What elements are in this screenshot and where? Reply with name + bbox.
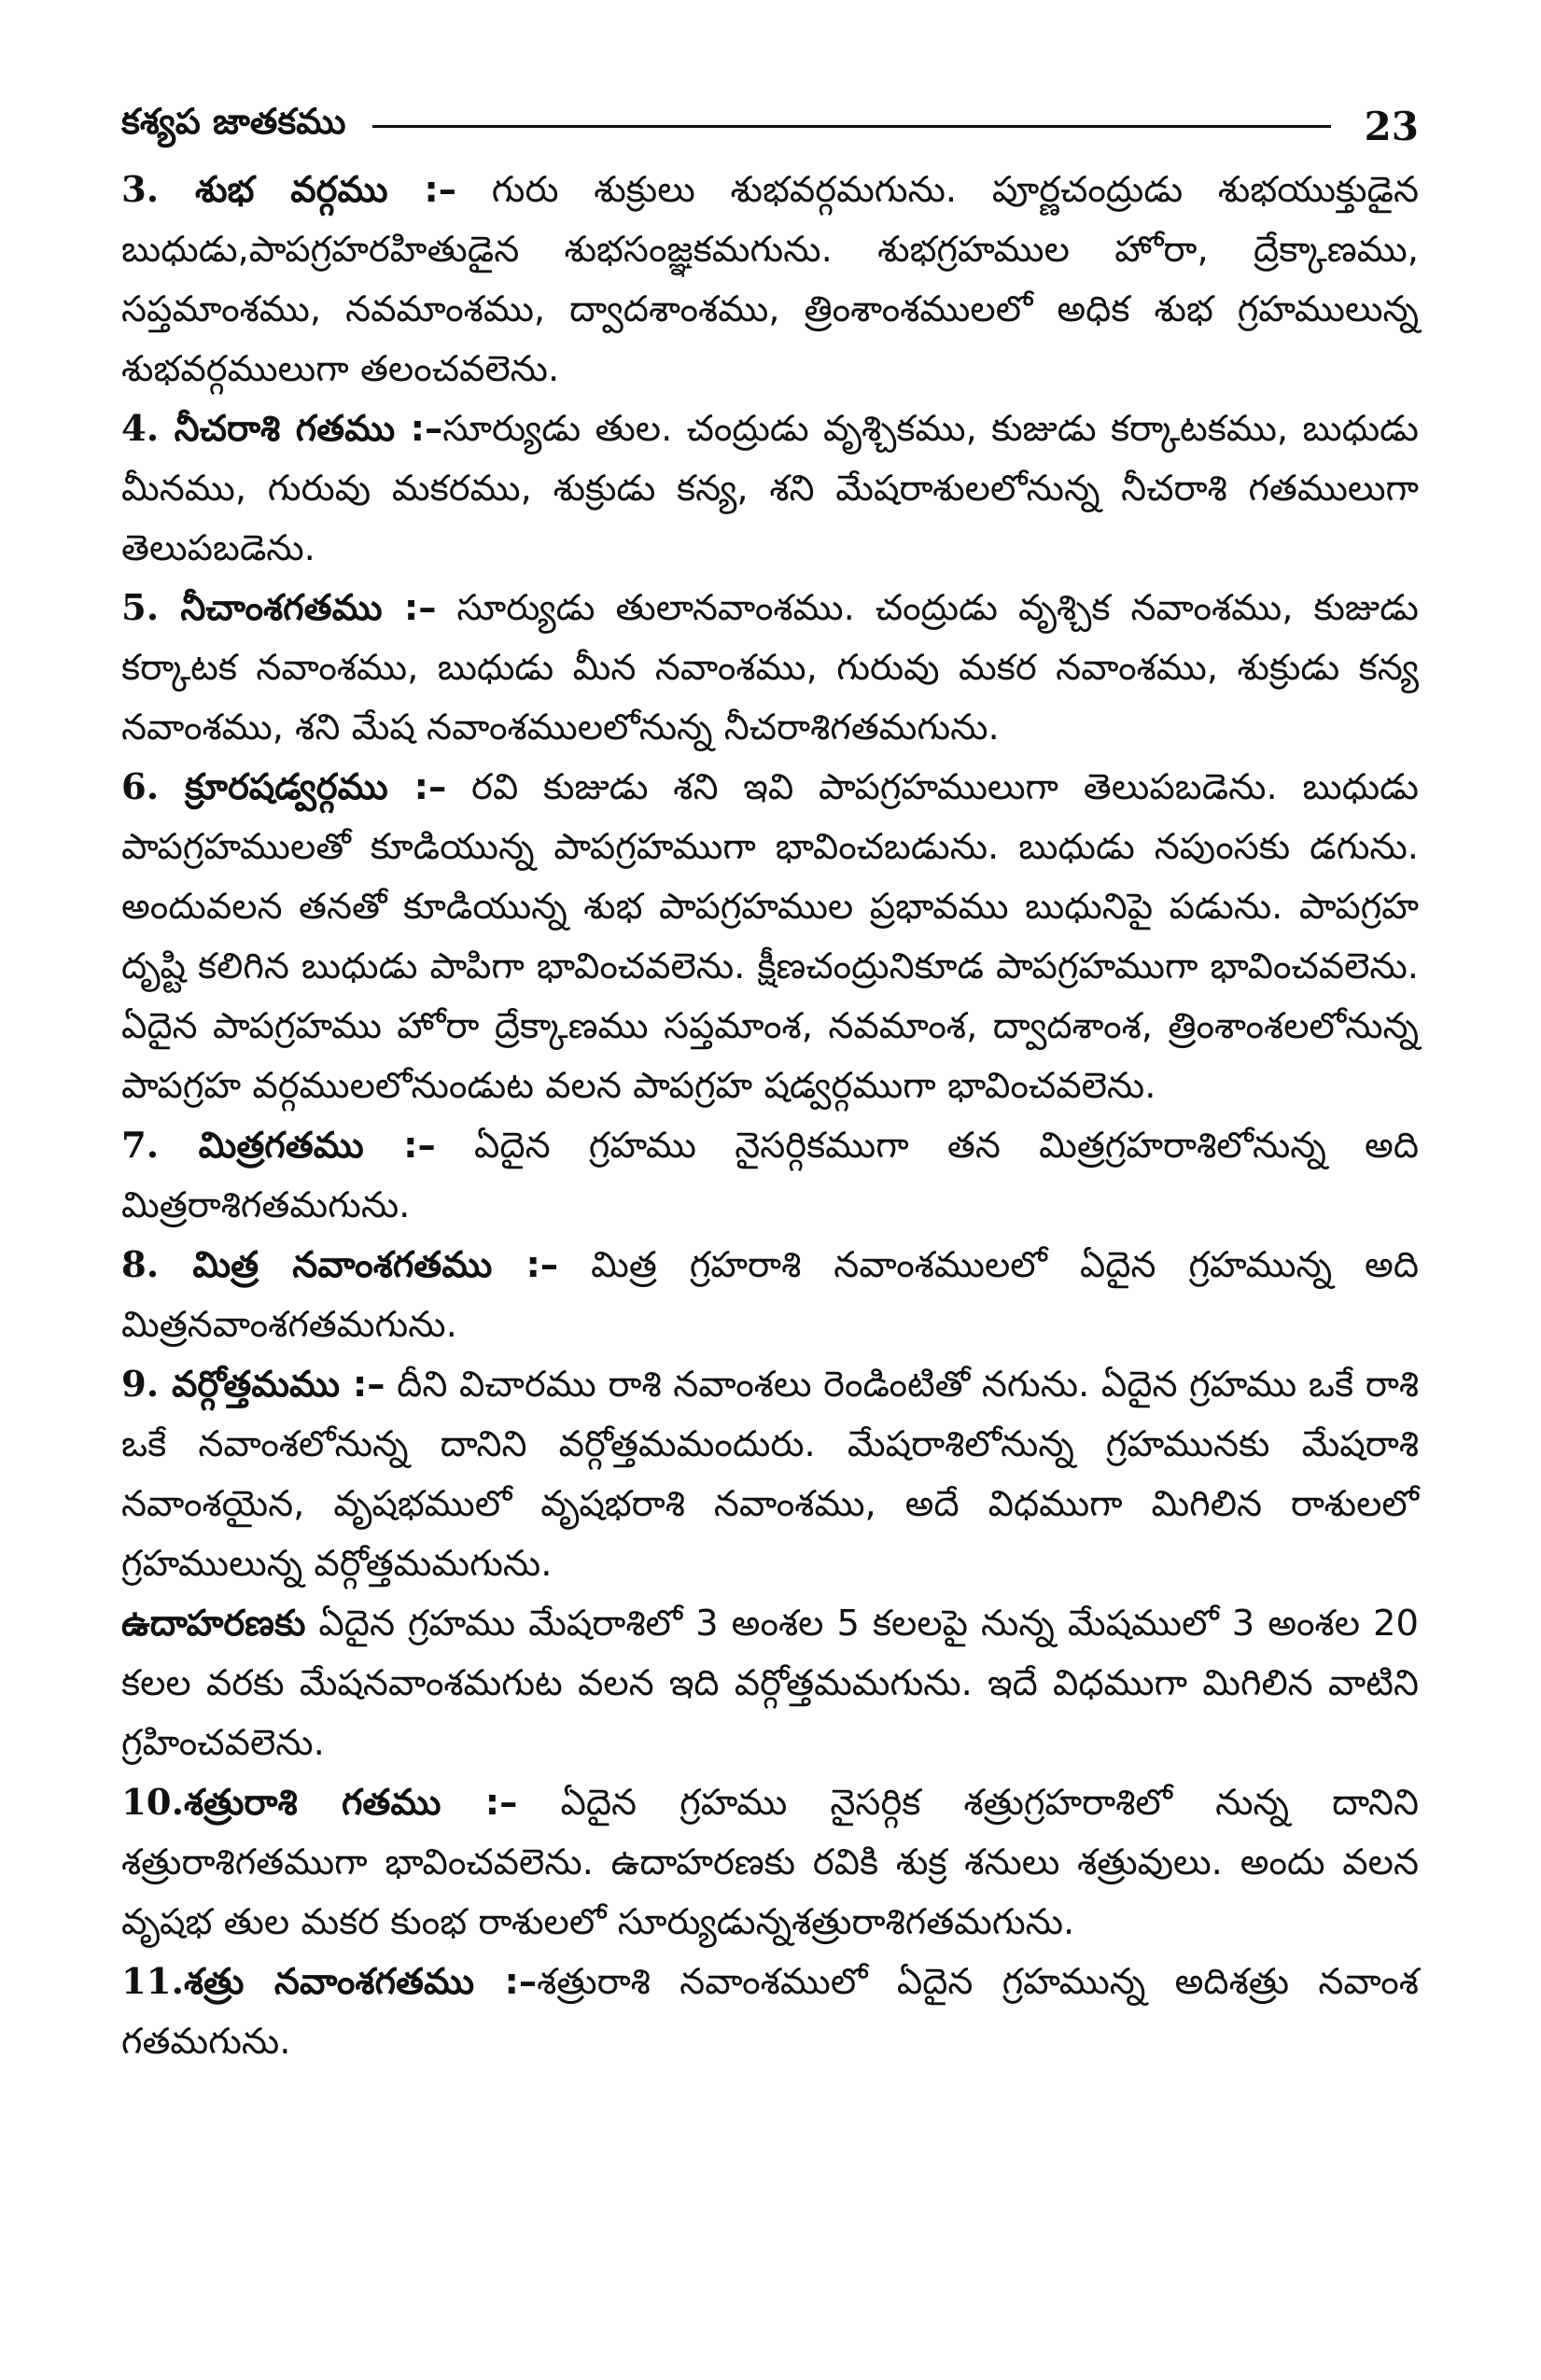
section-heading: నీచరాశి గతము :– [159,408,443,450]
section-heading: శుభ వర్గము :– [159,169,457,211]
section-heading: శత్రు నవాంశగతము :– [183,1961,538,2003]
section-body: ఏదైన గ్రహము నైసర్గికముగా తన మిత్రగ్రహరాశిలోనున్న అది మిత్రరాశిగతమగును. [121,1125,1419,1226]
section-9-vargottamamu [121,1355,1419,1594]
section-8-mitra-navamsha-gatamu [121,1236,1419,1355]
section-4-neecharashi-gatamu [121,399,1419,579]
header-rule [372,125,1331,128]
example-heading: ఉదాహరణకు [121,1603,306,1645]
section-body: సూర్యుడు తుల. చంద్రుడు వృశ్చికము, కుజుడు కర్కాటకము, బుధుడు మీనము, గురువు మకరము, శుక్రుడు కన్య, శని మేషరాశులలోనున్న నీచరాశి గతములుగా తెలుపబడెను. [121,408,1419,569]
section-3-shubha-vargamu [121,161,1419,399]
section-body: శత్రురాశి నవాంశములో ఏదైన గ్రహమున్న అదిశత్రు నవాంశ గతమగును. [121,1961,1419,2063]
section-heading: శత్రురాశి గతము :– [183,1782,518,1824]
section-body: రవి కుజుడు శని ఇవి పాపగ్రహములుగా తెలుపబడెను. బుధుడు పాపగ్రహములతో కూడియున్న పాపగ్రహముగా భావించబడును. బుధుడు నపుంసకు డగును. అందువలన తనతో కూడియున్న శుభ పాపగ్రహముల ప్రభావము బుధునిపై పడును. పాపగ్రహ దృష్టి కలిగిన బుధుడు పాపిగా భావించవలెను. క్షీణచంద్రునికూడ పాపగ్రహముగా భావించవలెను. ఏదైన పాపగ్రహము హోరా ద్రేక్కాణము సప్తమాంశ, నవమాంశ, ద్వాదశాంశ, త్రింశాంశలలోనున్న పాపగ్రహ వర్గములలోనుండుట వలన పాపగ్రహ షడ్వర్గముగా భావించవలెను. [121,766,1419,1107]
section-body: గురు శుక్రులు శుభవర్గమగును. పూర్ణచంద్రుడు శుభయుక్తుడైన బుధుడు,పాపగ్రహరహితుడైన శుభసంజ్ఞకమగును. శుభగ్రహముల హోరా, ద్రేక్కాణము, సప్తమాంశము, నవమాంశము, ద్వాదశాంశము, త్రింశాంశములలో అధిక శుభ గ్రహములున్న శుభవర్గములుగా తలంచవలెను. [121,169,1419,390]
section-number: 4. [121,408,160,450]
document-page [121,93,1419,2315]
section-heading: నీచాంశగతము :– [159,587,437,629]
section-number: 9. [121,1364,160,1406]
section-number: 3. [121,169,160,211]
section-number: 8. [121,1244,160,1286]
section-6-kroora-shadvargamu [121,758,1419,1116]
section-heading: వర్గోత్తమము :– [159,1364,385,1406]
example-body: ఏదైన గ్రహము మేషరాశిలో 3 అంశల 5 కలలపై నున్న మేషములో 3 అంశల 20 కలల వరకు మేషనవాంశమగుట వలన ఇది వర్గోత్తమమగును. ఇదే విధముగా మిగిలిన వాటిని గ్రహించవలెను. [121,1603,1419,1764]
section-number: 7. [121,1125,160,1167]
section-heading: మిత్ర నవాంశగతము :– [159,1244,559,1286]
section-heading: క్రూరషడ్వర్గము :– [159,766,447,808]
section-body: మిత్ర గ్రహరాశి నవాంశములలో ఏదైన గ్రహమున్న అది మిత్రనవాంశగతమగును. [121,1244,1419,1346]
section-body: ఏదైన గ్రహము నైసర్గిక శత్రుగ్రహరాశిలో నున్న దానిని శత్రురాశిగతముగా భావించవలెను. ఉదాహరణకు రవికి శుక్ర శనులు శత్రువులు. అందు వలన వృషభ తుల మకర కుంభ రాశులలో సూర్యుడున్నశత్రురాశిగతమగును. [121,1782,1420,1943]
section-7-mitra-gatamu [121,1116,1419,1236]
page-number: 23 [1364,103,1419,149]
section-number: 11. [121,1961,184,2003]
page-content [121,161,1419,2072]
section-number: 6. [121,766,160,808]
section-number: 10. [121,1782,184,1824]
running-header [121,93,1419,159]
section-5-neechamsha-gatamu [121,579,1419,758]
section-body: దీని విచారము రాశి నవాంశలు రెండింటితో నగును. ఏదైన గ్రహము ఒకే రాశి ఒకే నవాంశలోనున్న దానిని వర్గోత్తమమందురు. మేషరాశిలోనున్న గ్రహమునకు మేషరాశి నవాంశయైన, వృషభములో వృషభరాశి నవాంశము, అదే విధముగా మిగిలిన రాశులలో గ్రహములున్న వర్గోత్తమమగును. [121,1364,1419,1585]
section-11-shatru-navamsha-gatamu [121,1953,1419,2072]
book-title: కశ్యప జాతకము [121,101,346,142]
section-body: సూర్యుడు తులానవాంశము. చంద్రుడు వృశ్చిక నవాంశము, కుజుడు కర్కాటక నవాంశము, బుధుడు మీన నవాంశము, గురువు మకర నవాంశము, శుక్రుడు కన్య నవాంశము, శని మేష నవాంశములలోనున్న నీచరాశిగతమగును. [121,587,1420,749]
example-paragraph [121,1594,1419,1773]
section-number: 5. [121,587,160,629]
section-10-shatru-rashi-gatamu [121,1773,1419,1953]
section-heading: మిత్రగతము :– [159,1125,436,1167]
